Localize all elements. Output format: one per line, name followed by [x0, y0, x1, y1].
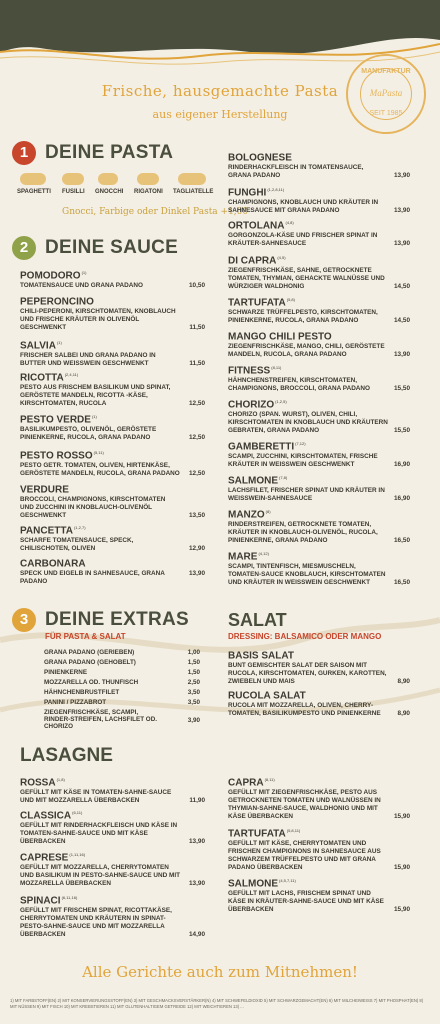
menu-item-price: 15,50 [394, 385, 410, 392]
allergen-codes: (1) [56, 340, 62, 345]
menu-item-description: SCHWARZE TRÜFFELPESTO, KIRSCHTOMATEN, PINIENKERNE, RUCOLA, GRANA PADANO [228, 309, 378, 325]
menu-item-name: BOLOGNESE [228, 152, 292, 164]
allergen-codes: (4,5) [277, 255, 286, 260]
takeaway-note: Alle Gerichte auch zum Mitnehmen! [82, 963, 358, 981]
pasta-section-title: DEINE PASTA [45, 142, 174, 163]
allergen-codes: (1) [91, 414, 97, 419]
extra-item-name: PANINI / PIZZABROT [44, 699, 107, 706]
menu-item-description: ZIEGENFRISCHKÄSE, MANGO, CHILI, GERÖSTETE MANDELN, RUCOLA, GRANA PADANO [228, 343, 385, 359]
extra-item-name: GRANA PADANO (GEHOBELT) [44, 659, 136, 666]
menu-item-name: DI CAPRA$^{(4,5)}$ [228, 255, 286, 267]
pasta-type: SPAGHETTI [17, 189, 51, 195]
menu-item [20, 852, 205, 888]
menu-item [228, 220, 410, 248]
extra-item [44, 699, 200, 706]
extra-item-price: 2,50 [187, 679, 200, 686]
menu-item-description: PESTO AUS FRISCHEM BASILIKUM UND SPINAT, GERÖSTETE MANDELN, RICOTTA -KÄSE, KIRSCHTOMATEN, RUCOLA [20, 384, 171, 408]
menu-item [228, 255, 410, 291]
extra-item-price: 3,50 [187, 689, 200, 696]
lasagne-section-title: LASAGNE [20, 745, 113, 766]
menu-item-price: 11,90 [189, 797, 205, 804]
menu-item [228, 475, 410, 503]
menu-item-name: SALMONE$^{(4,5,7,11)}$ [228, 878, 296, 890]
menu-item-description: BASILIKUMPESTO, OLIVENÖL, GERÖSTETE PINIENKERNE, RUCOLA, GRANA PADANO [20, 426, 157, 442]
menu-item-price: 15,90 [394, 906, 410, 913]
menu-item-price: 12,90 [189, 545, 205, 552]
extra-item-price: 1,50 [187, 659, 200, 666]
menu-item-description: LACHSFILET, FRISCHER SPINAT UND KRÄUTER IN WEISSWEIN-SAHNESAUCE [228, 487, 385, 503]
menu-item-description: HÄHNCHENSTREIFEN, KIRSCHTOMATEN, CHAMPIGNONS, BROCCOLI, GRANA PADANO [228, 377, 371, 393]
menu-item-price: 14,50 [394, 317, 410, 324]
menu-item-price: 12,50 [189, 400, 205, 407]
menu-item [228, 187, 410, 215]
menu-item-description: GEFÜLLT MIT RINDERHACKFLEISCH UND KÄSE IN TOMATEN-SAHNE-SAUCE UND MIT KÄSE ÜBERBACKEN [20, 822, 178, 846]
menu-item-description: CHORIZO (SPAN. WURST), OLIVEN, CHILI, KIRSCHTOMATEN IN KNOBLAUCH UND KRÄUTERN GEBRATEN, GRANA PADANO [228, 411, 388, 435]
menu-item-price: 13,90 [189, 838, 205, 845]
extra-item [44, 709, 200, 730]
menu-item-name: MANGO CHILI PESTO [228, 331, 332, 343]
extra-item-name: MOZZARELLA OD. THUNFISCH [44, 679, 139, 686]
menu-item-name: CAPRA$^{(8,11)}$ [228, 777, 275, 789]
menu-item [228, 551, 410, 587]
salat-section-title: SALAT [228, 610, 287, 630]
allergen-codes: (1,2,7) [73, 525, 86, 530]
page-title: Frische, hausgemachte Pasta [101, 82, 339, 100]
menu-item-name: BASIS SALAT [228, 650, 294, 662]
extra-item-name: ZIEGENFRISCHKÄSE, SCAMPI, RINDER-STREIFEN, LACHSFILET OD. CHORIZO [44, 709, 157, 730]
allergen-codes: (7,12) [295, 441, 306, 446]
menu-item-description: TOMATENSAUCE UND GRANA PADANO [20, 282, 143, 290]
menu-item [20, 372, 205, 408]
allergen-codes: (2,4,11) [64, 372, 79, 377]
extra-item [44, 679, 200, 686]
menu-item-price: 15,50 [394, 427, 410, 434]
menu-item-price: 12,50 [189, 434, 205, 441]
stamp-brand-text: MaPasta [369, 88, 403, 98]
allergen-codes: (1,2,5) [275, 399, 287, 404]
menu-item-description: ZIEGENFRISCHKÄSE, SAHNE, GETROCKNETE TOMATEN, THYMIAN, GEHACKTE WALNÜSSE UND WÜRZIGER WALDHONIG [228, 267, 385, 291]
allergen-codes: (5,11) [93, 450, 104, 455]
menu-item-price: 13,90 [189, 570, 205, 577]
menu-item-price: 16,90 [394, 495, 410, 502]
extra-item [44, 649, 200, 656]
menu-item [228, 399, 410, 435]
menu-item-name: SPINACI$^{(6,11,16)}$ [20, 895, 78, 907]
menu-item [228, 509, 410, 545]
allergen-codes: (1,8) [56, 777, 65, 782]
extra-item [44, 659, 200, 666]
menu-item-name: CLASSICA$^{(6,11)}$ [20, 810, 83, 822]
menu-item-price: 13,90 [394, 351, 410, 358]
section-number-3: 3 [12, 608, 36, 632]
menu-item-price: 13,90 [394, 207, 410, 214]
menu-item-name: CARBONARA [20, 558, 86, 570]
menu-item-price: 16,90 [394, 461, 410, 468]
extras-subtitle: FÜR PASTA & SALAT [45, 632, 126, 641]
allergen-codes: (6,11,16) [61, 895, 78, 900]
menu-item-description: SCAMPI, ZUCCHINI, KIRSCHTOMATEN, FRISCHE KRÄUTER IN WEISSWEIN GESCHWENKT [228, 453, 378, 469]
menu-item-price: 11,50 [189, 324, 205, 331]
menu-item-description: GEFÜLLT MIT ZIEGENFRISCHKÄSE, PESTO AUS GETROCKNETEN TOMATEN UND WALNÜSSEN IN THYMIAN-SAHNE-SAUCE, WALDHONIG UND MIT KÄSE ÜBERBACKEN [228, 789, 381, 821]
allergen-codes: (8,11) [271, 365, 282, 370]
menu-item-description: CHILI-PEPERONI, KIRSCHTOMATEN, KNOBLAUCH UND FRISCHE KRÄUTER IN OLIVENÖL GESCHWENKT [20, 308, 176, 332]
allergen-codes: (5,8,11) [286, 828, 301, 833]
menu-item [228, 152, 410, 180]
menu-item-description: RINDERHACKFLEISCH IN TOMATENSAUCE, GRANA PADANO [228, 164, 364, 180]
menu-item [20, 414, 205, 442]
menu-item-name: GAMBERETTI$^{(7,12)}$ [228, 441, 306, 453]
menu-item [20, 450, 205, 478]
menu-item-description: RUCOLA MIT MOZZARELLA, OLIVEN, CHERRY-TOMATEN, BASILIKUMPESTO UND PINIENKERNE [228, 702, 381, 718]
menu-item-name: MARE$^{(4,12)}$ [228, 551, 269, 563]
menu-item-price: 14,90 [189, 931, 205, 938]
menu-item-name: PEPERONCINO [20, 296, 94, 308]
menu-item-price: 16,50 [394, 537, 410, 544]
pasta-type: TAGLIATELLE [173, 189, 214, 195]
menu-item-price: 8,90 [397, 678, 410, 685]
extra-item-price: 3,90 [187, 717, 200, 724]
menu-item [228, 331, 410, 359]
extra-item [44, 669, 200, 676]
menu-item-price: 13,50 [189, 512, 205, 519]
section-number-1: 1 [12, 141, 36, 165]
menu-item [228, 690, 410, 718]
fusilli-icon [62, 173, 84, 185]
menu-item [228, 777, 410, 821]
menu-item-description: GEFÜLLT MIT MOZZARELLA, CHERRYTOMATEN UND BASILIKUM IN PESTO-SAHNE-SAUCE UND MIT MOZZARELLA ÜBERBACKEN [20, 864, 181, 888]
pasta-type: FUSILLI [62, 189, 85, 195]
menu-item-name: TARTUFATA$^{(5,8,11)}$ [228, 828, 301, 840]
pasta-type: GNOCCHI [95, 189, 124, 195]
page-subtitle: aus eigener Herstellung [152, 108, 288, 121]
rigatoni-icon [137, 173, 159, 185]
pasta-upgrade-note: Gnocci, Farbige oder Dinkel Pasta +1,00 [62, 207, 249, 217]
menu-item-name: FITNESS$^{(8,11)}$ [228, 365, 282, 377]
allergen-codes: (1) [81, 270, 87, 275]
allergen-codes: (7,8) [279, 475, 288, 480]
menu-item-description: SPECK UND EIGELB IN SAHNESAUCE, GRANA PADANO [20, 570, 165, 586]
menu-item-description: PESTO GETR. TOMATEN, OLIVEN, HIRTENKÄSE, GERÖSTETE MANDELN, RUCOLA, GRANA PADANO [20, 462, 180, 478]
menu-item-name: PESTO ROSSO$^{(5,11)}$ [20, 450, 104, 462]
menu-item-description: BUNT GEMISCHTER SALAT DER SAISON MIT RUCOLA, KIRSCHTOMATEN, GURKEN, KAROTTEN, ZWIEBELN UND MAIS [228, 662, 387, 686]
spaghetti-icon [20, 173, 46, 185]
menu-item [20, 340, 205, 368]
stamp-bottom-text: SEIT 1985 [369, 110, 403, 117]
allergen-codes: (8,11) [264, 777, 275, 782]
allergen-codes: (8) [265, 509, 271, 514]
menu-item-price: 12,50 [189, 470, 205, 477]
menu-item-description: RINDERSTREIFEN, GETROCKNETE TOMATEN, KRÄUTER IN KNOBLAUCH-OLIVENÖL, RUCOLA, PINIENKERNE, GRANA PADANO [228, 521, 378, 545]
extra-item-price: 1,00 [187, 649, 200, 656]
menu-item-price: 10,50 [189, 282, 205, 289]
menu-item [228, 441, 410, 469]
allergen-codes: (6,11) [72, 810, 83, 815]
menu-item-price: 13,90 [189, 880, 205, 887]
menu-item [20, 296, 205, 332]
extra-item-price: 3,50 [187, 699, 200, 706]
extra-item-name: HÄHNCHENBRUSTFILET [44, 689, 120, 696]
menu-item-description: FRISCHER SALBEI UND GRANA PADANO IN BUTTER UND WEISSWEIN GESCHWENKT [20, 352, 156, 368]
menu-item-price: 16,50 [394, 579, 410, 586]
menu-item-name: MANZO$^{(8)}$ [228, 509, 271, 521]
menu-item-description: BROCCOLI, CHAMPIGNONS, KIRSCHTOMATEN UND ZUCCHINI IN KNOBLAUCH-OLIVENÖL GESCHWENKT [20, 496, 166, 520]
menu-item-name: VERDURE [20, 484, 69, 496]
menu-item [228, 365, 410, 393]
section-number-2: 2 [12, 236, 36, 260]
menu-item-name: FUNGHI$^{(1,2,8,11)}$ [228, 187, 285, 199]
menu-item-price: 14,50 [394, 283, 410, 290]
allergen-codes: (4,8) [285, 220, 294, 225]
menu-item-name: RICOTTA$^{(2,4,11)}$ [20, 372, 79, 384]
menu-item-name: POMODORO$^{(1)}$ [20, 270, 87, 282]
menu-item-name: ORTOLANA$^{(4,8)}$ [228, 220, 294, 232]
sauce-section-title: DEINE SAUCE [45, 237, 179, 258]
menu-item-description: GEFÜLLT MIT KÄSE IN TOMATEN-SAHNE-SAUCE UND MIT MOZZARELLA ÜBERBACKEN [20, 789, 172, 805]
menu-item-description: GORGONZOLA-KÄSE UND FRISCHER SPINAT IN KRÄUTER-SAHNESAUCE [228, 232, 378, 248]
menu-item [20, 484, 205, 520]
allergen-codes: (4,12) [258, 551, 269, 556]
extra-item-name: PINIENKERNE [44, 669, 88, 676]
menu-item-description: GEFÜLLT MIT KÄSE, CHERRYTOMATEN UND FRISCHEN CHAMPIGNONS IN SAHNESAUCE AUS SCHWARZEM TRÜFFELPESTO UND MIT GRANA PADANO ÜBERBACKEN [228, 840, 381, 872]
menu-item-price: 13,90 [394, 240, 410, 247]
menu-item-price: 8,90 [397, 710, 410, 717]
menu-item-name: PESTO VERDE$^{(1)}$ [20, 414, 97, 426]
menu-item-name: SALVIA$^{(1)}$ [20, 340, 62, 352]
menu-item [228, 828, 410, 872]
stamp-top-text: MANUFAKTUR [361, 68, 411, 75]
menu-item-name: SALMONE$^{(7,8)}$ [228, 475, 288, 487]
menu-item-description: CHAMPIGNONS, KNOBLAUCH UND KRÄUTER IN SAHNESAUCE MIT GRANA PADANO [228, 199, 379, 215]
menu-item-price: 11,50 [189, 360, 205, 367]
menu-item [228, 650, 410, 686]
allergen-legend: 1) MIT FARBSTOFF(EN) 2) MIT KONSERVIERUNGSSTOFF(EN) 3) MIT GESCHMACKSVERSTÄRKER(N) 4) MIT SCHWEFELDIOXID 5) MIT SCHWARZGEMACHT(EN) 6) MIT MILCHEIWEISS 7) MIT PHOSPHAT(EN) 8) MIT NÜSSEN 9) MIT FISCH 10) MIT KREBSTIEREN 11) MIT GLUTENHALTIGEM GETREIDE 12) MIT WEICHTIEREN 13) ... [10, 998, 424, 1009]
allergen-codes: (1,2,8,11) [267, 187, 285, 192]
extra-item-name: GRANA PADANO (GERIEBEN) [44, 649, 135, 656]
extra-item [44, 689, 200, 696]
menu-item-price: 13,90 [394, 172, 410, 179]
menu-item-name: CHORIZO$^{(1,2,5)}$ [228, 399, 287, 411]
menu-item-price: 15,90 [394, 813, 410, 820]
allergen-codes: (1,11,16) [69, 852, 86, 857]
menu-item-name: ROSSA$^{(1,8)}$ [20, 777, 65, 789]
menu-item [228, 878, 410, 914]
menu-item-name: TARTUFATA$^{(5,8)}$ [228, 297, 295, 309]
menu-item [20, 558, 205, 586]
allergen-codes: (4,5,7,11) [279, 878, 296, 883]
tagliatelle-icon [178, 173, 206, 185]
menu-item-description: SCHARFE TOMATENSAUCE, SPECK, CHILISCHOTEN, OLIVEN [20, 537, 134, 553]
menu-item-description: SCAMPI, TINTENFISCH, MIESMUSCHELN, TOMATEN-SAUCE KNOBLAUCH, KIRSCHTOMATEN UND KRÄUTER IN WEISSWEIN GESCHWENKT [228, 563, 386, 587]
menu-item [20, 895, 205, 939]
extra-item-price: 1,50 [187, 669, 200, 676]
gnocchi-icon [98, 173, 118, 185]
menu-item [228, 297, 410, 325]
menu-item [20, 525, 205, 553]
menu-item-price: 15,90 [394, 864, 410, 871]
menu-item [20, 810, 205, 846]
pasta-type: RIGATONI [134, 189, 163, 195]
menu-item-name: PANCETTA$^{(1,2,7)}$ [20, 525, 86, 537]
extras-section-title: DEINE EXTRAS [45, 609, 190, 630]
menu-item [20, 270, 205, 290]
menu-item [20, 777, 205, 805]
menu-item-name: CAPRESE$^{(1,11,16)}$ [20, 852, 86, 864]
menu-item-description: GEFÜLLT MIT FRISCHEM SPINAT, RICOTTAKÄSE, CHERRYTOMATEN UND KRÄUTERN IN SPINAT-PESTO-SAHNE-SAUCE UND MIT MOZZARELLA ÜBERBACKEN [20, 907, 172, 939]
menu-item-name: RUCOLA SALAT [228, 690, 306, 702]
salat-dressing: DRESSING: BALSAMICO ODER MANGO [228, 632, 382, 641]
menu-item-description: GEFÜLLT MIT LACHS, FRISCHEM SPINAT UND KÄSE IN KRÄUTER-SAHNE-SAUCE UND MIT KÄSE ÜBERBACKEN [228, 890, 384, 914]
allergen-codes: (5,8) [286, 297, 295, 302]
